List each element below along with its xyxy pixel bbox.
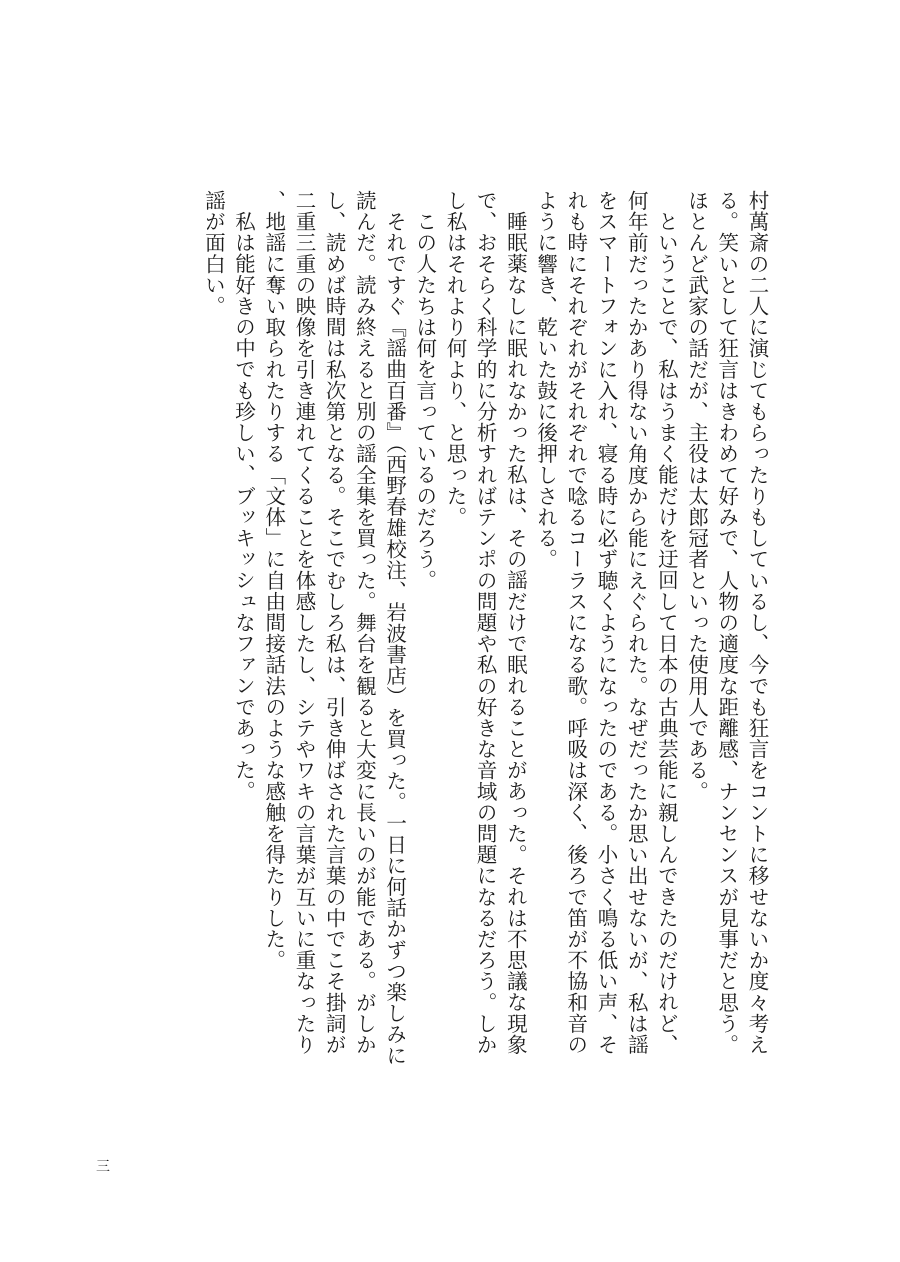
paragraph: 睡眠薬なしに眠れなかった私は、その謡だけで眠れることがあった。それは不思議な現象で、おそらく科学的に分析すればテンポの問題や私の好きな音域の問題になるだろう。しかし私はそれより何より、と思った。 bbox=[442, 190, 528, 1056]
page-number: 三 bbox=[96, 1159, 110, 1175]
paragraph: この人たちは何を言っているのだろう。 bbox=[412, 210, 437, 591]
paragraph: 私は能好きの中でも珍しい、ブッキッシュなファンであった。 bbox=[231, 210, 256, 802]
paragraph: ということで、私はうまく能だけを迂回して日本の古典芸能に親しんできたのだけれど、何年前だったかあり得ない角度から能にえぐられた。なぜだったか思い出せないが、私は謡をスマートフォンに入れ、寝る時に必ず聴くようになったのである。小さく鳴る低い声、それも時にそれぞれがそれぞれで唸るコーラスになる歌。呼吸は深く、後ろで笛が不協和音のように響き、乾いた鼓に後押しされる。 bbox=[533, 190, 679, 1056]
vertical-text-block bbox=[198, 190, 772, 1070]
paragraph: 謡が面白い。 bbox=[201, 190, 226, 317]
paragraph: 村萬斎の二人に演じてもらったりもしているし、今でも狂言をコントに移せないか度々考える。笑いとして狂言はきわめて好みで、人物の適度な距離感、ナンセンスが見事だと思う。ほとんど武家の話だが、主役は太郎冠者といった使用人である。 bbox=[684, 190, 769, 1056]
paragraph: それですぐ『謡曲百番』（西野春雄校注、岩波書店）を買った。一日に何話かずつ楽しみに読んだ。読み終えると別の謡全集を買った。舞台を観ると大変に長いのが能である。がしかし、読めば時間は私次第となる。そこでむしろ私は、引き伸ばされた言葉の中でこそ掛詞が二重三重の映像を引き連れてくることを体感したし、シテやワキの言葉が互いに重なったり、地謡に奪い取られたりする「文体」に自由間接話法のような感触を得たりした。 bbox=[261, 190, 407, 1066]
